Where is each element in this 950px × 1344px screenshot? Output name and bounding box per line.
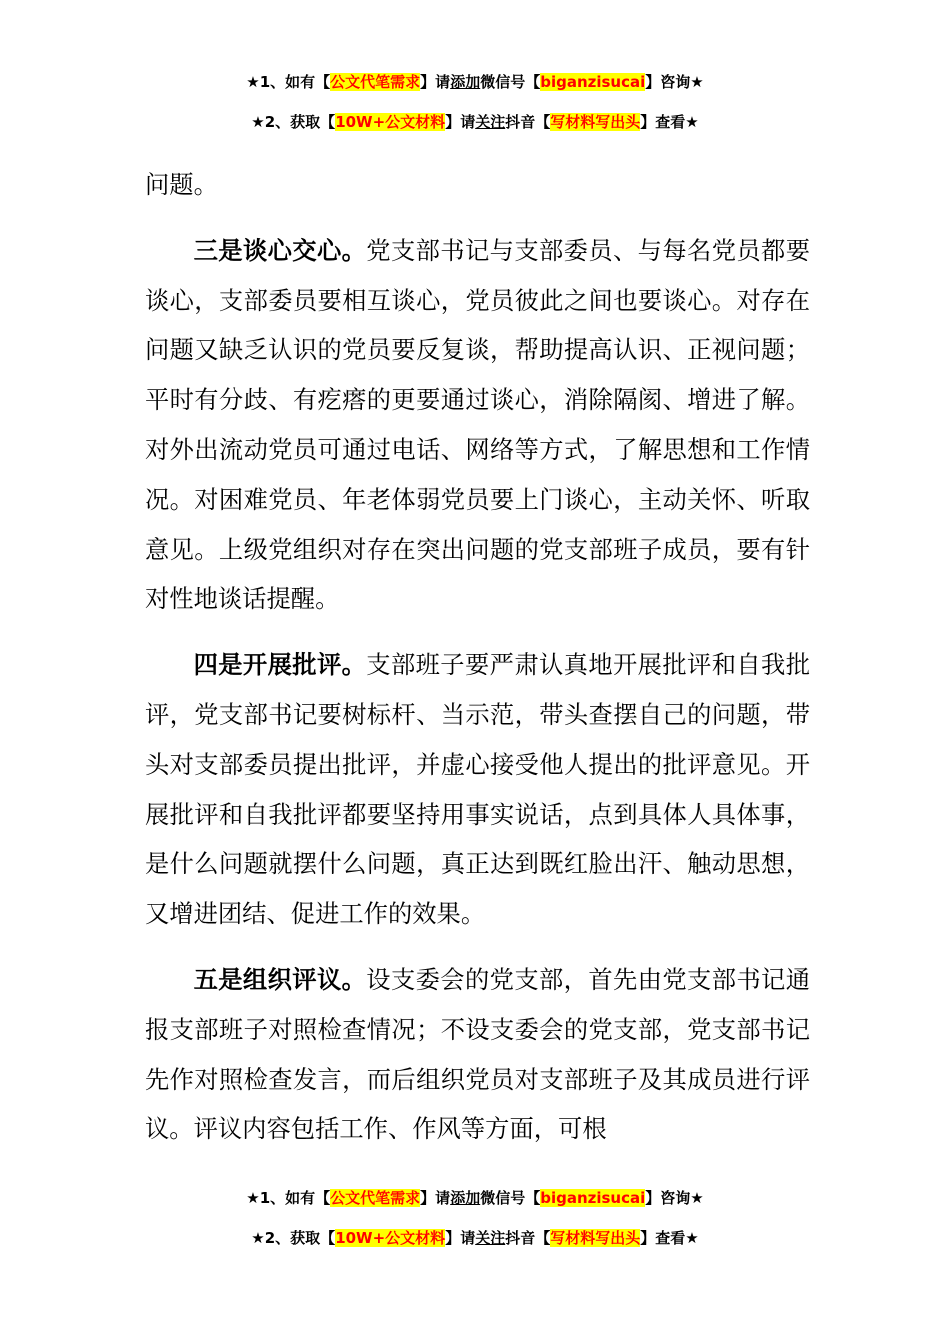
banner-prefix: ★1、如有【: [246, 73, 331, 91]
banner-service-highlight: 公文代笔需求: [330, 73, 421, 91]
banner-materials-highlight: 10W+公文材料: [335, 113, 446, 131]
banner-suffix: 】咨询★: [645, 73, 704, 91]
banner-mid2: 抖音【: [505, 113, 551, 131]
banner-prefix: ★2、获取【: [251, 113, 336, 131]
fragment-line: 问题。: [145, 170, 218, 199]
banner-action-follow: 关注: [475, 1229, 506, 1247]
banner-action-add: 添加: [450, 73, 481, 91]
banner-mid: 】请: [420, 73, 451, 91]
paragraph-text: 设支委会的党支部，首先由党支部书记通报支部班子对照检查情况；不设支委会的党支部，党支部书记先作对照检查发言，而后组织党员对支部班子及其成员进行评议。评议内容包括工作、作风等方面，可根: [145, 964, 811, 1144]
banner-action-follow: 关注: [475, 113, 506, 131]
banner-suffix: 】咨询★: [645, 1189, 704, 1207]
paragraph-lead: 三是谈心交心。: [193, 235, 367, 265]
paragraph-evaluation: [145, 955, 810, 1154]
paragraph-criticism: [145, 640, 810, 939]
paragraph-text: 党支部书记与支部委员、与每名党员都要谈心，支部委员要相互谈心，党员彼此之间也要谈心。对存在问题又缺乏认识的党员要反复谈，帮助提高认识、正视问题；平时有分歧、有疙瘩的更要通过谈心，消除隔阂、增进了解。对外出流动党员可通过电话、网络等方式，了解思想和工作情况。对困难党员、年老体弱党员要上门谈心，主动关怀、听取意见。上级党组织对存在突出问题的党支部班子成员，要有针对性地谈话提醒。: [145, 235, 811, 614]
banner-suffix: 】查看★: [640, 1229, 699, 1247]
banner-douyin-id: 写材料写出头: [550, 1229, 641, 1247]
header-banner-line-1: [0, 71, 950, 93]
banner-mid2: 微信号【: [480, 1189, 541, 1207]
banner-prefix: ★2、获取【: [251, 1229, 336, 1247]
banner-mid: 】请: [420, 1189, 451, 1207]
banner-mid2: 抖音【: [505, 1229, 551, 1247]
paragraph-text: 支部班子要严肃认真地开展批评和自我批评，党支部书记要树标杆、当示范，带头查摆自己的问题，带头对支部委员提出批评，并虚心接受他人提出的批评意见。开展批评和自我批评都要坚持用事实说话，点到具体人具体事，是什么问题就摆什么问题，真正达到既红脸出汗、触动思想，又增进团结、促进工作的效果。: [145, 650, 811, 929]
banner-mid: 】请: [445, 113, 476, 131]
footer-banner-line-1: [0, 1187, 950, 1209]
document-body: [145, 160, 810, 1154]
paragraph-talk: [145, 226, 810, 624]
banner-suffix: 】查看★: [640, 113, 699, 131]
banner-prefix: ★1、如有【: [246, 1189, 331, 1207]
paragraph-lead: 四是开展批评。: [193, 650, 367, 680]
footer-banner-line-2: [0, 1227, 950, 1249]
banner-materials-highlight: 10W+公文材料: [335, 1229, 446, 1247]
banner-wechat-id: biganzisucai: [540, 73, 646, 91]
banner-douyin-id: 写材料写出头: [550, 113, 641, 131]
banner-service-highlight: 公文代笔需求: [330, 1189, 421, 1207]
header-banner-line-2: [0, 111, 950, 133]
banner-wechat-id: biganzisucai: [540, 1189, 646, 1207]
banner-mid2: 微信号【: [480, 73, 541, 91]
banner-mid: 】请: [445, 1229, 476, 1247]
paragraph-lead: 五是组织评议。: [193, 964, 367, 994]
banner-action-add: 添加: [450, 1189, 481, 1207]
